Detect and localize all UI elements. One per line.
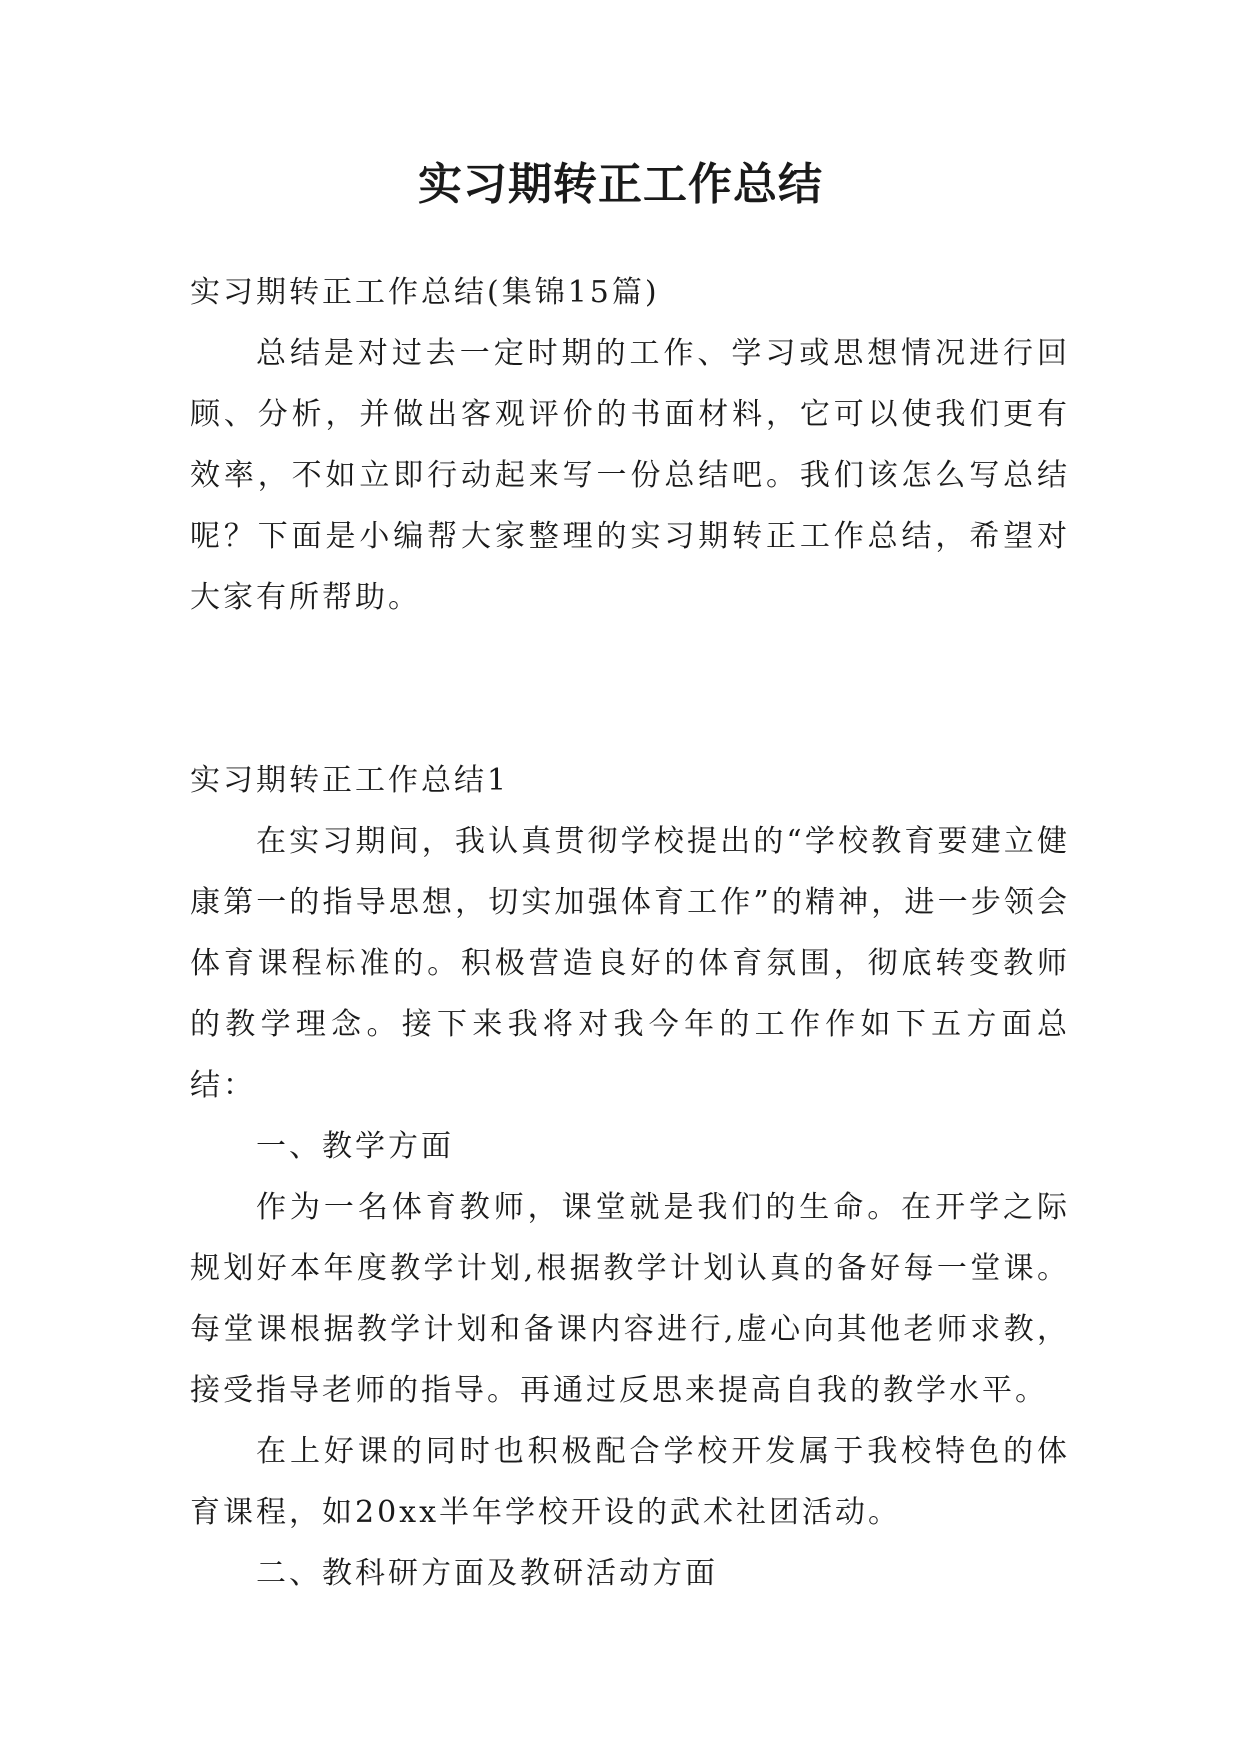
teaching-paragraph-2: 在上好课的同时也积极配合学校开发属于我校特色的体育课程，如20xx半年学校开设的武术社团活动。 xyxy=(190,1434,1070,1530)
document-body xyxy=(190,262,1070,1604)
part-heading-research: 二、教科研方面及教研活动方面 xyxy=(256,1556,718,1591)
teaching-paragraph: 作为一名体育教师，课堂就是我们的生命。在开学之际规划好本年度教学计划,根据教学计划认真的备好每一堂课。每堂课根据教学计划和备课内容进行,虚心向其他老师求教，接受指导老师的指导。再通过反思来提高自我的教学水平。 xyxy=(190,1190,1070,1408)
section-spacer xyxy=(190,628,1070,750)
document-title: 实习期转正工作总结 xyxy=(418,159,823,210)
document-subtitle: 实习期转正工作总结(集锦15篇) xyxy=(190,275,660,310)
section-heading: 实习期转正工作总结1 xyxy=(190,763,510,798)
part-heading-teaching: 一、教学方面 xyxy=(256,1129,454,1164)
section-paragraph: 在实习期间，我认真贯彻学校提出的“学校教育要建立健康第一的指导思想，切实加强体育工作”的精神，进一步领会体育课程标准的。积极营造良好的体育氛围，彻底转变教师的教学理念。接下来我将对我今年的工作作如下五方面总结： xyxy=(190,824,1070,1103)
intro-paragraph: 总结是对过去一定时期的工作、学习或思想情况进行回顾、分析，并做出客观评价的书面材料，它可以使我们更有效率，不如立即行动起来写一份总结吧。我们该怎么写总结呢？下面是小编帮大家整理的实习期转正工作总结，希望对大家有所帮助。 xyxy=(190,336,1070,615)
